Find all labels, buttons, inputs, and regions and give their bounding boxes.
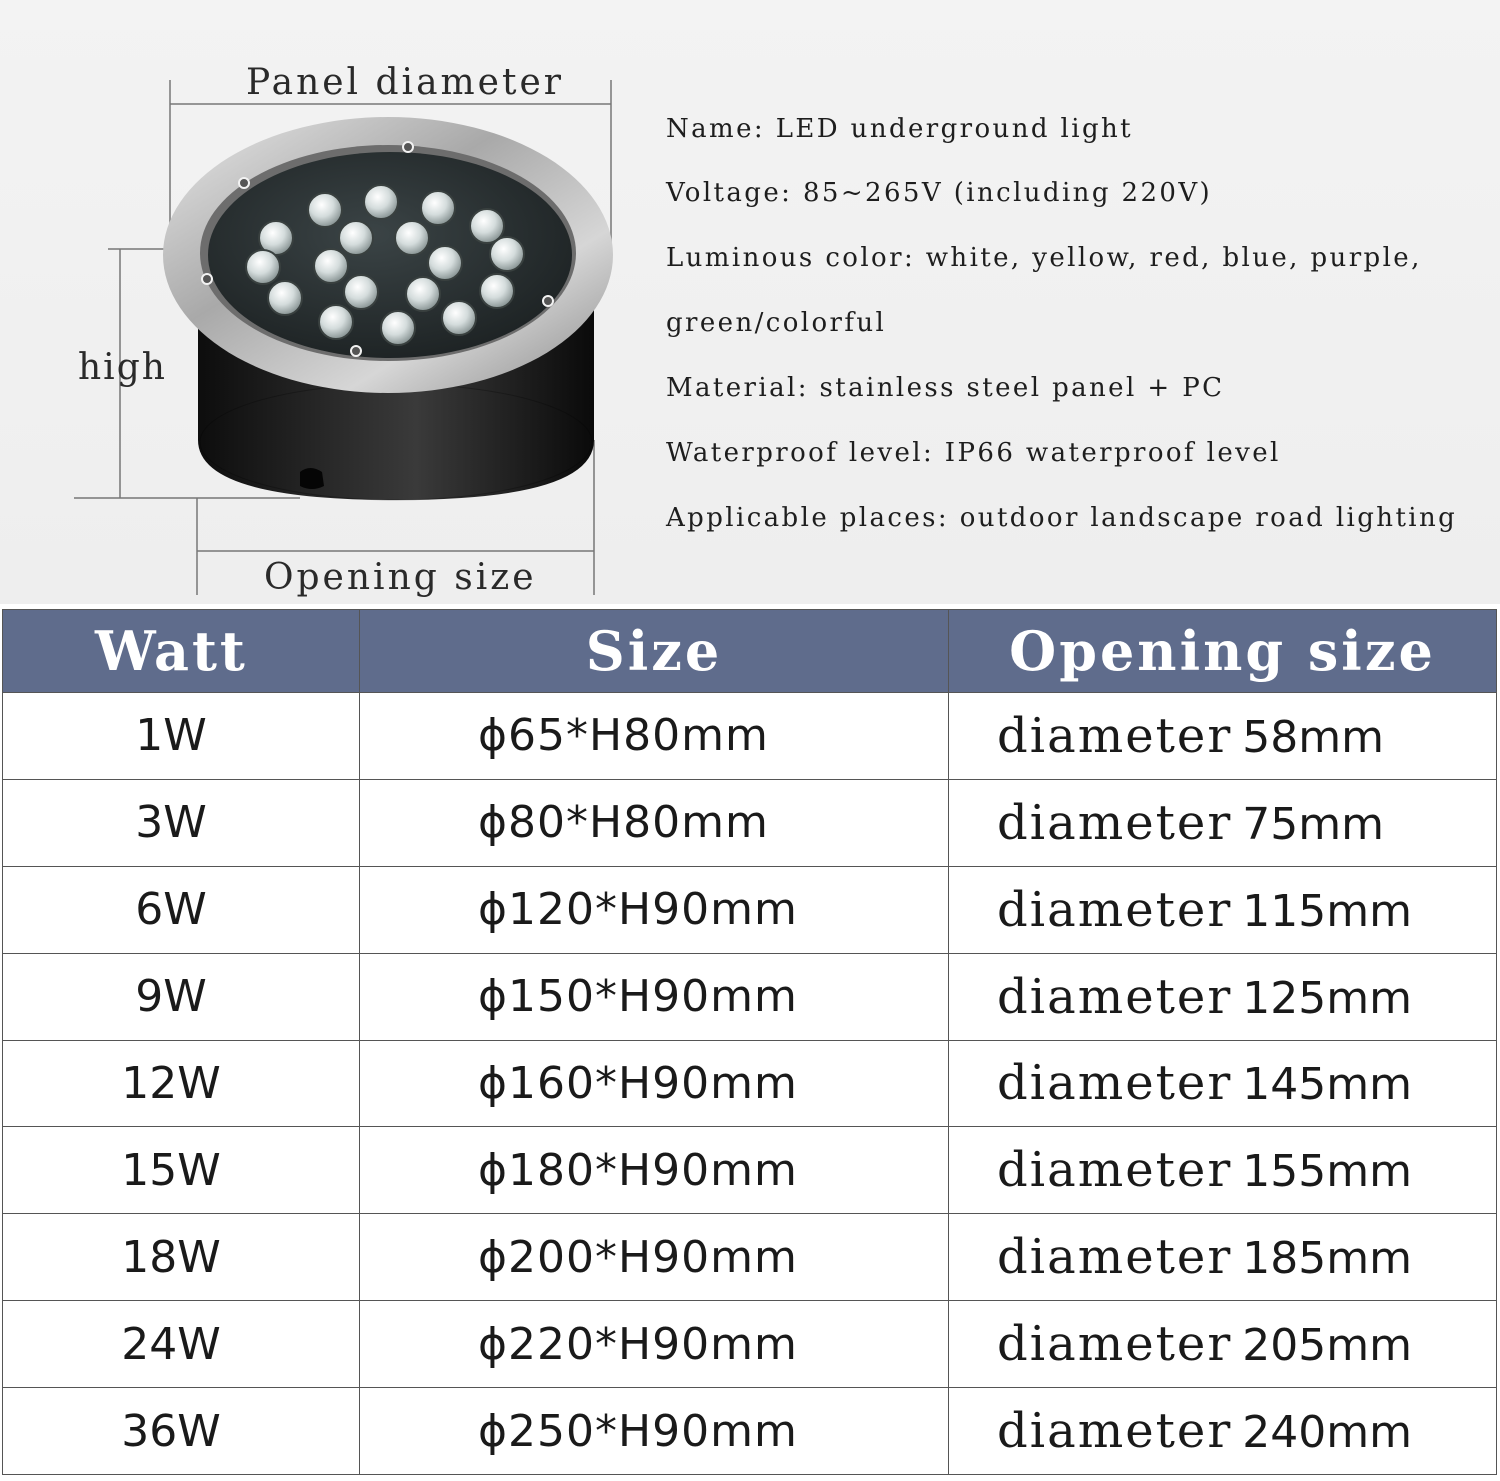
- cell-watt: 18W: [3, 1214, 360, 1301]
- cell-opening: [949, 953, 1497, 1040]
- cell-watt: 24W: [3, 1301, 360, 1388]
- cell-size: ϕ150*H90mm: [360, 953, 949, 1040]
- diameter-word: diameter: [997, 1316, 1233, 1373]
- cell-opening: [949, 866, 1497, 953]
- spec-waterproof: Waterproof level: IP66 waterproof level: [666, 438, 1281, 468]
- opening-value: 115mm: [1242, 885, 1412, 937]
- spec-color-cont: green/colorful: [666, 308, 887, 338]
- cell-watt: 1W: [3, 693, 360, 780]
- opening-value: 155mm: [1242, 1146, 1412, 1198]
- diameter-word: diameter: [997, 1403, 1233, 1459]
- panel-diameter-label: Panel diameter: [246, 62, 564, 103]
- cell-size: ϕ65*H80mm: [360, 693, 949, 780]
- spec-color: Luminous color: white, yellow, red, blue, purple,: [666, 243, 1422, 273]
- opening-value: 145mm: [1242, 1059, 1412, 1111]
- opening-size-label: Opening size: [264, 557, 537, 598]
- opening-value: 205mm: [1242, 1320, 1412, 1372]
- cell-size: ϕ200*H90mm: [360, 1214, 949, 1301]
- cell-opening: [949, 1214, 1497, 1301]
- spec-name: Name: LED underground light: [666, 114, 1134, 144]
- cell-size: ϕ80*H80mm: [360, 779, 949, 866]
- diameter-word: diameter: [997, 794, 1233, 851]
- cell-size: ϕ120*H90mm: [360, 866, 949, 953]
- table-row: [3, 953, 1497, 1040]
- diameter-word: diameter: [997, 1142, 1233, 1199]
- cell-size: ϕ220*H90mm: [360, 1301, 949, 1388]
- diameter-word: diameter: [997, 968, 1233, 1025]
- opening-value: 185mm: [1242, 1233, 1412, 1285]
- cell-opening: [949, 779, 1497, 866]
- table-row: [3, 1214, 1497, 1301]
- cell-size: ϕ250*H90mm: [360, 1388, 949, 1475]
- table-row: [3, 866, 1497, 953]
- opening-value: 240mm: [1242, 1407, 1412, 1458]
- opening-value: 125mm: [1242, 972, 1412, 1024]
- header-watt: Watt: [3, 610, 360, 693]
- diameter-word: diameter: [997, 1229, 1233, 1286]
- product-diagram-section: [0, 0, 1500, 604]
- cell-watt: 9W: [3, 953, 360, 1040]
- opening-value: 58mm: [1242, 711, 1384, 763]
- spec-places: Applicable places: outdoor landscape road lighting: [666, 503, 1458, 533]
- header-opening-size: Opening size: [949, 610, 1497, 693]
- cell-watt: 6W: [3, 866, 360, 953]
- cell-size: ϕ160*H90mm: [360, 1040, 949, 1127]
- spec-material: Material: stainless steel panel + PC: [666, 373, 1225, 403]
- cell-opening: [949, 1301, 1497, 1388]
- table-row: [3, 1040, 1497, 1127]
- table-row: [3, 693, 1497, 780]
- diameter-word: diameter: [997, 881, 1233, 938]
- table-row: [3, 1127, 1497, 1214]
- diameter-word: diameter: [997, 1055, 1233, 1112]
- cell-opening: [949, 1127, 1497, 1214]
- cell-opening: [949, 1040, 1497, 1127]
- cell-opening: [949, 1388, 1497, 1475]
- cell-size: ϕ180*H90mm: [360, 1127, 949, 1214]
- table-header-row: [3, 610, 1497, 693]
- cell-watt: 12W: [3, 1040, 360, 1127]
- table-row: [3, 779, 1497, 866]
- cell-watt: 3W: [3, 779, 360, 866]
- table-row: [3, 1301, 1497, 1388]
- table-row: [3, 1388, 1497, 1475]
- spec-voltage: Voltage: 85~265V (including 220V): [666, 178, 1213, 208]
- size-table: [2, 609, 1497, 1475]
- header-size: Size: [360, 610, 949, 693]
- cell-watt: 15W: [3, 1127, 360, 1214]
- opening-value: 75mm: [1242, 798, 1384, 850]
- diameter-word: diameter: [997, 707, 1233, 764]
- cell-opening: [949, 693, 1497, 780]
- cell-watt: 36W: [3, 1388, 360, 1475]
- high-label: high: [78, 347, 167, 388]
